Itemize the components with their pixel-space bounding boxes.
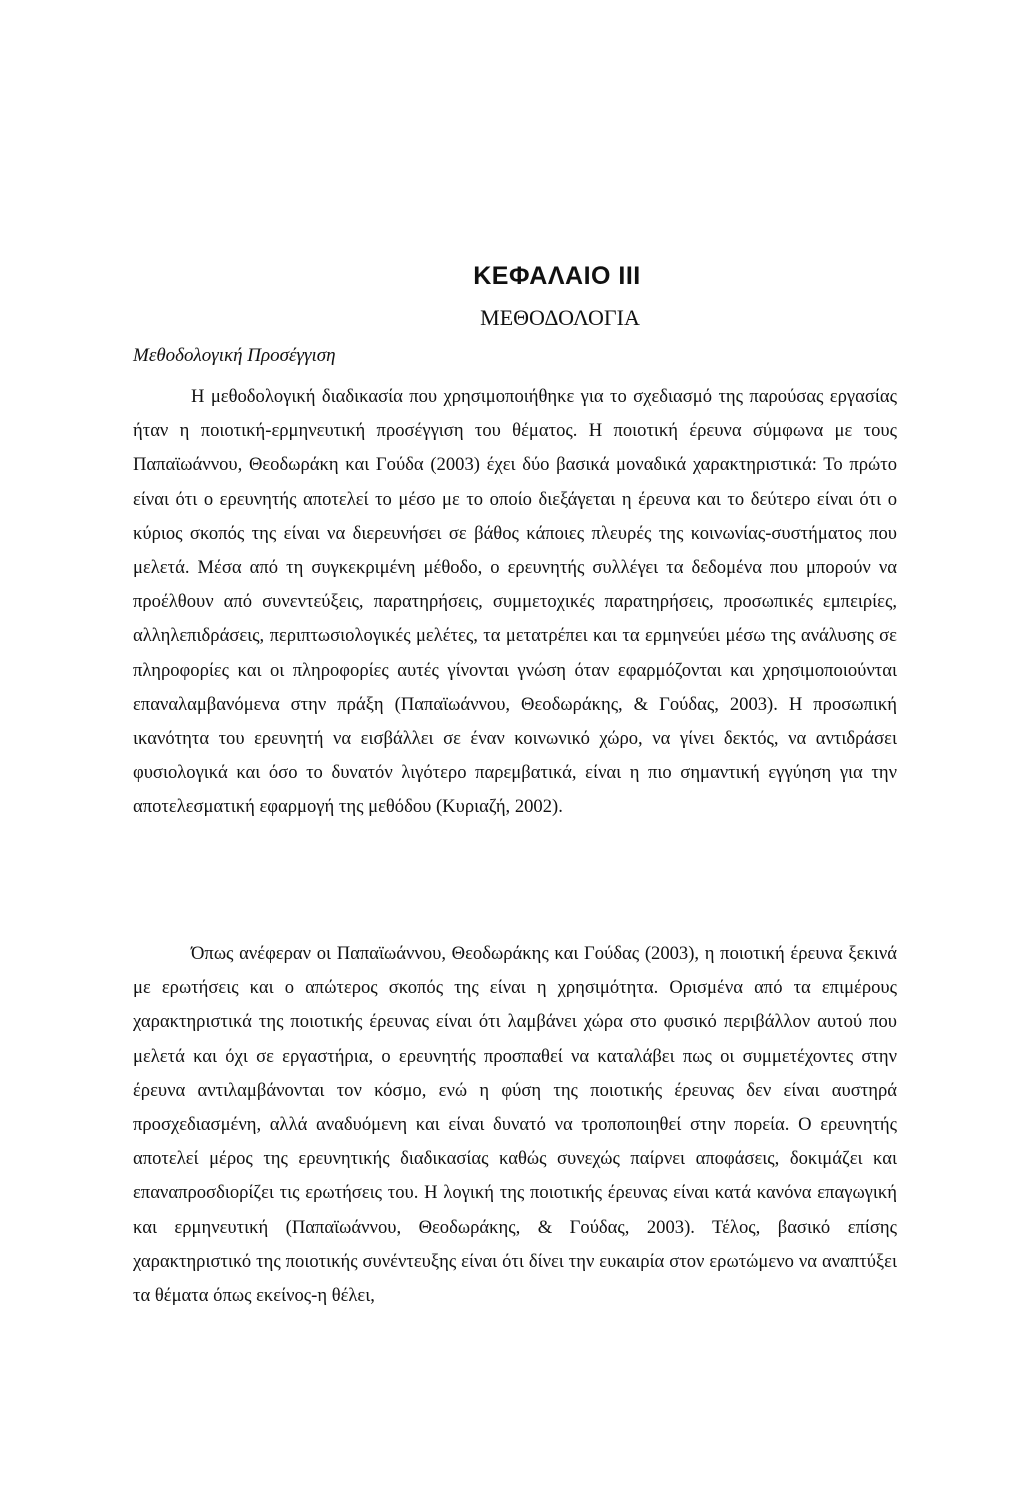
paragraph: Όπως ανέφεραν οι Παπαϊωάννου, Θεοδωράκης και Γούδας (2003), η ποιοτική έρευνα ξεκινά με ερωτήσεις και ο απώτερος σκοπός της είναι η χρησιμότητα. Ορισμένα από τα επιμέρους χαρακτηριστικά της ποιοτικής έρευνας είναι ότι λαμβάνει χώρα στο φυσικό περιβάλλον αυτού που μελετά και όχι σε εργαστήρια, ο ερευνητής προσπαθεί να καταλάβει πως οι συμμετέχοντες στην έρευνα αντιλαμβάνονται τον κόσμο, ενώ η φύση της ποιοτικής έρευνας δεν είναι αυστηρά προσχεδιασμένη, αλλά αναδυόμενη και είναι δυνατό να τροποποιηθεί στην πορεία. Ο ερευνητής αποτελεί μέρος της ερευνητικής διαδικασίας καθώς συνεχώς παίρνει αποφάσεις, δοκιμάζει και επαναπροσδιορίζει τις ερωτήσεις του. Η λογική της ποιοτικής έρευνας είναι κατά κανόνα επαγωγική και ερμηνευτική (Παπαϊωάννου, Θεοδωράκης, & Γούδας, 2003). Τέλος, βασικό επίσης χαρακτηριστικό της ποιοτικής συνέντευξης είναι ότι δίνει την ευκαιρία στον ερωτώμενο να αναπτύξει τα θέματα όπως εκείνος-η θέλει, (133, 943, 897, 1307)
section-heading: Μεθοδολογική Προσέγγιση (133, 345, 336, 366)
chapter-subtitle: ΜΕΘΟΔΟΛΟΓΙΑ (480, 305, 640, 330)
paragraph-1-block (133, 380, 897, 825)
paragraph-2-block (133, 937, 897, 1313)
chapter-title: ΚΕΦΑΛΑΙΟ III (473, 262, 641, 290)
paragraph: Η μεθοδολογική διαδικασία που χρησιμοποιήθηκε για το σχεδιασμό της παρούσας εργασίας ήταν η ποιοτική-ερμηνευτική προσέγγιση του θέματος. Η ποιοτική έρευνα σύμφωνα με τους Παπαϊωάννου, Θεοδωράκη και Γούδα (2003) έχει δύο βασικά μοναδικά χαρακτηριστικά: Το πρώτο είναι ότι ο ερευνητής αποτελεί το μέσο με το οποίο διεξάγεται η έρευνα και το δεύτερο είναι ότι ο κύριος σκοπός της είναι να διερευνήσει σε βάθος κάποιες πλευρές της κοινωνίας-συστήματος που μελετά. Μέσα από τη συγκεκριμένη μέθοδο, ο ερευνητής συλλέγει τα δεδομένα που μπορούν να προέλθουν από συνεντεύξεις, παρατηρήσεις, συμμετοχικές παρατηρήσεις, προσωπικές εμπειρίες, αλληλεπιδράσεις, περιπτωσιολογικές μελέτες, τα μετατρέπει και τα ερμηνεύει μέσω της ανάλυσης σε πληροφορίες και οι πληροφορίες αυτές γίνονται γνώση όταν εφαρμόζονται και χρησιμοποιούνται επαναλαμβανόμενα στην πράξη (Παπαϊωάννου, Θεοδωράκης, & Γούδας, 2003). Η προσωπική ικανότητα του ερευνητή να εισβάλλει σε έναν κοινωνικό χώρο, να γίνει δεκτός, να αντιδράσει φυσιολογικά και όσο το δυνατόν λιγότερο παρεμβατικά, είναι η πιο σημαντική εγγύηση για την αποτελεσματική εφαρμογή της μεθόδου (Κυριαζή, 2002). (133, 386, 897, 818)
